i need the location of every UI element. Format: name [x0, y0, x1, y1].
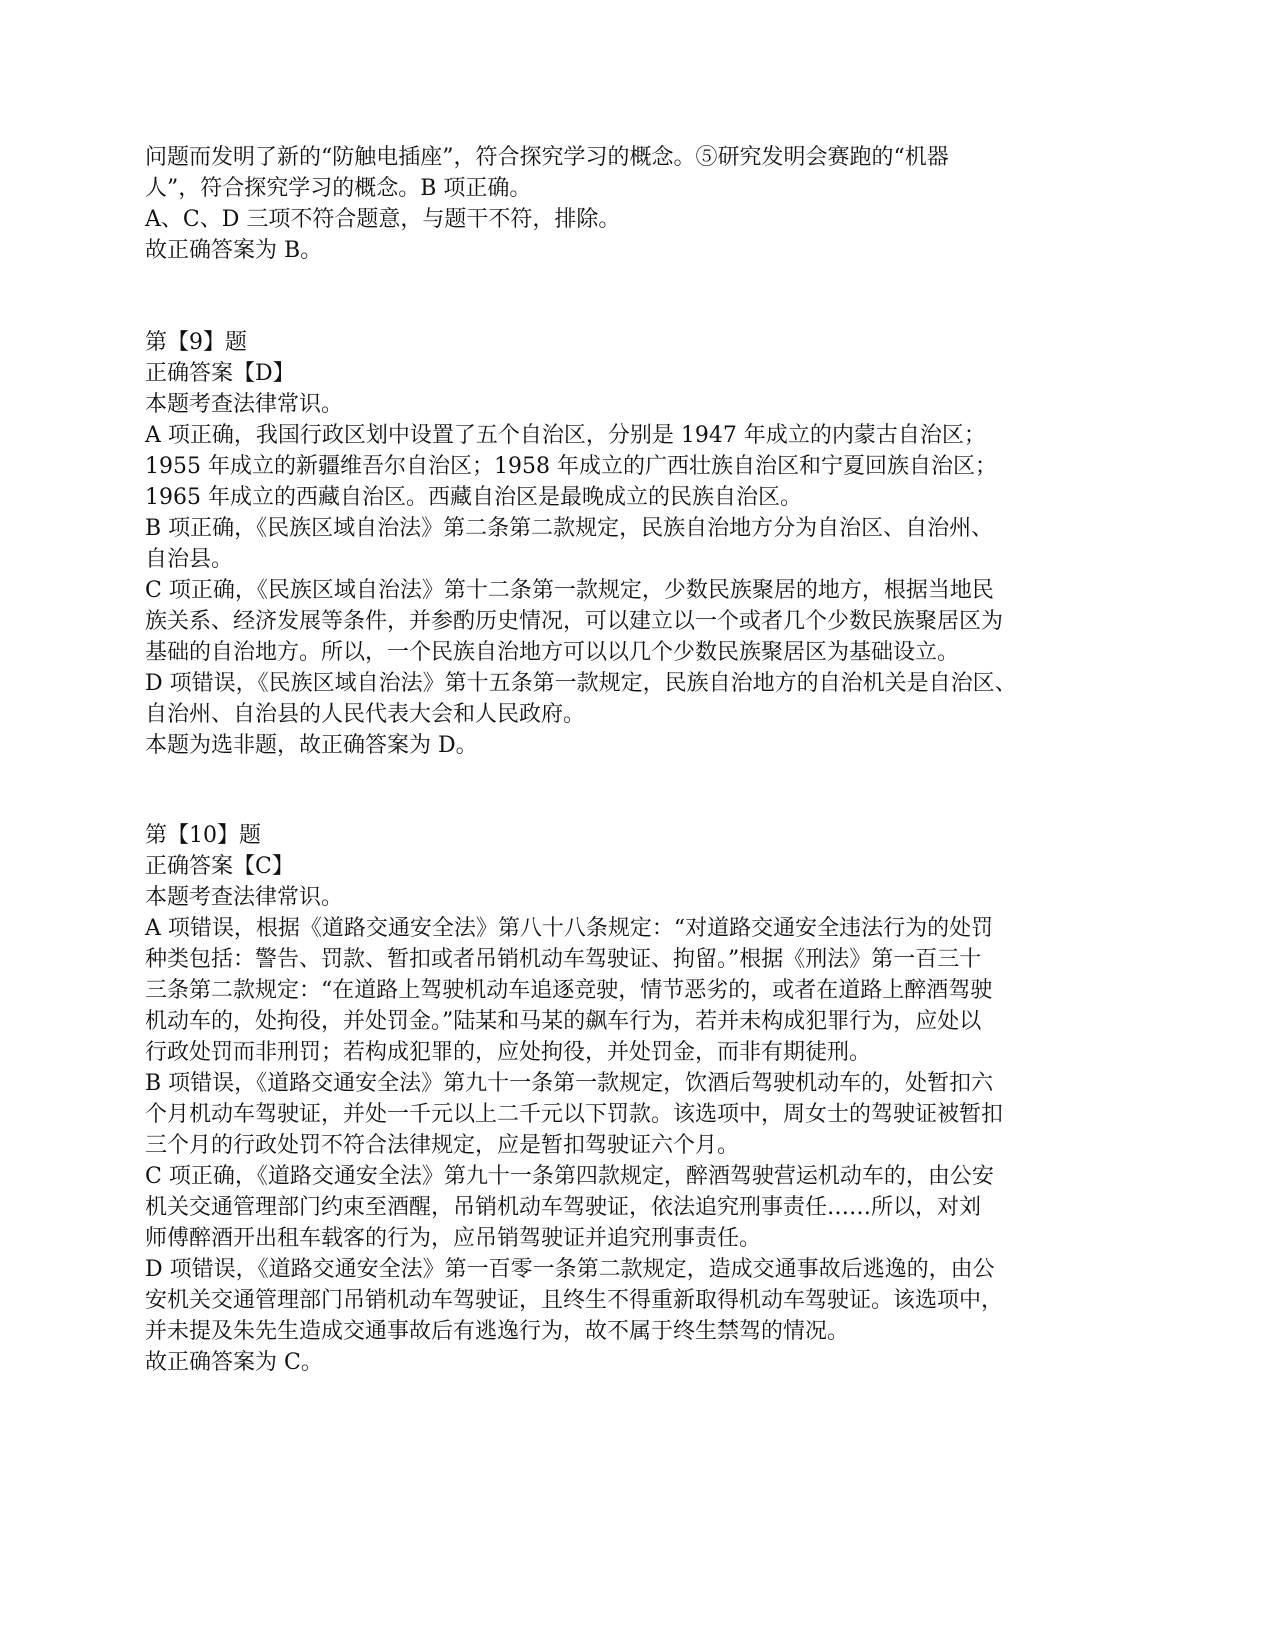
paragraph-line: 本题考查法律常识。 [145, 392, 344, 417]
paragraph-line: 故正确答案为 B。 [145, 238, 323, 263]
question-title: 第【10】题 [145, 823, 261, 848]
paragraph-line: C 项正确，《道路交通安全法》第九十一条第四款规定，醉酒驾驶营运机动车的，由公安 [145, 1164, 994, 1189]
paragraph-line: 机关交通管理部门约束至酒醒，吊销机动车驾驶证，依法追究刑事责任……所以，对刘 [145, 1195, 982, 1220]
paragraph-line: A 项正确，我国行政区划中设置了五个自治区，分别是 1947 年成立的内蒙古自治区； [145, 423, 986, 448]
correct-answer: 正确答案【C】 [145, 854, 294, 879]
paragraph-line: A、C、D 三项不符合题意，与题干不符，排除。 [145, 207, 621, 232]
paragraph-line: 安机关交通管理部门吊销机动车驾驶证，且终生不得重新取得机动车驾驶证。该选项中， [145, 1288, 1004, 1313]
paragraph-line: 1965 年成立的西藏自治区。西藏自治区是最晚成立的民族自治区。 [145, 485, 802, 510]
paragraph-line: 族关系、经济发展等条件，并参酌历史情况，可以建立以一个或者几个少数民族聚居区为 [145, 609, 1004, 634]
paragraph-line: C 项正确，《民族区域自治法》第十二条第一款规定，少数民族聚居的地方，根据当地民 [145, 578, 994, 603]
paragraph-line: 自治州、自治县的人民代表大会和人民政府。 [145, 702, 586, 727]
paragraph-line: 三个月的行政处罚不符合法律规定，应是暂扣驾驶证六个月。 [145, 1133, 740, 1158]
paragraph-line: D 项错误，《民族区域自治法》第十五条第一款规定，民族自治地方的自治机关是自治区、 [145, 671, 1017, 696]
paragraph-line: 个月机动车驾驶证，并处一千元以上二千元以下罚款。该选项中，周女士的驾驶证被暂扣 [145, 1102, 1004, 1127]
paragraph-line: D 项错误，《道路交通安全法》第一百零一条第二款规定，造成交通事故后逃逸的，由公 [145, 1257, 995, 1282]
paragraph-line: 基础的自治地方。所以，一个民族自治地方可以以几个少数民族聚居区为基础设立。 [145, 640, 960, 665]
paragraph-line: 1955 年成立的新疆维吾尔自治区；1958 年成立的广西壮族自治区和宁夏回族自治区； [145, 454, 997, 479]
paragraph-line: A 项错误，根据《道路交通安全法》第八十八条规定：“对道路交通安全违法行为的处罚 [145, 916, 994, 941]
paragraph-line: 机动车的，处拘役，并处罚金。”陆某和马某的飙车行为，若并未构成犯罪行为，应处以 [145, 1009, 982, 1034]
paragraph-line: 行政处罚而非刑罚；若构成犯罪的，应处拘役，并处罚金，而非有期徒刑。 [145, 1040, 872, 1065]
paragraph-line: 种类包括：警告、罚款、暂扣或者吊销机动车驾驶证、拘留。”根据《刑法》第一百三十 [145, 947, 982, 972]
previous-answer-continuation [145, 142, 949, 266]
paragraph-line: 问题而发明了新的“防触电插座”，符合探究学习的概念。⑤研究发明会赛跑的“机器 [145, 145, 949, 170]
paragraph-line: 师傅醉酒开出租车载客的行为，应吊销驾驶证并追究刑事责任。 [145, 1226, 762, 1251]
paragraph-line: 并未提及朱先生造成交通事故后有逃逸行为，故不属于终生禁驾的情况。 [145, 1319, 850, 1344]
paragraph-line: B 项错误，《道路交通安全法》第九十一条第一款规定，饮酒后驾驶机动车的，处暂扣六 [145, 1071, 994, 1096]
paragraph-line: 故正确答案为 C。 [145, 1350, 323, 1375]
paragraph-line: 三条第二款规定：“在道路上驾驶机动车追逐竞驶，情节恶劣的，或者在道路上醉酒驾驶 [145, 978, 993, 1003]
correct-answer: 正确答案【D】 [145, 361, 295, 386]
paragraph-line: 本题考查法律常识。 [145, 885, 344, 910]
paragraph-line: 人”，符合探究学习的概念。B 项正确。 [145, 176, 532, 201]
paragraph-line: 本题为选非题，故正确答案为 D。 [145, 733, 478, 758]
question-9-section [145, 327, 1017, 761]
paragraph-line: B 项正确，《民族区域自治法》第二条第二款规定，民族自治地方分为自治区、自治州、 [145, 516, 994, 541]
question-10-section [145, 820, 1003, 1378]
paragraph-line: 自治县。 [145, 547, 234, 572]
question-title: 第【9】题 [145, 330, 247, 355]
